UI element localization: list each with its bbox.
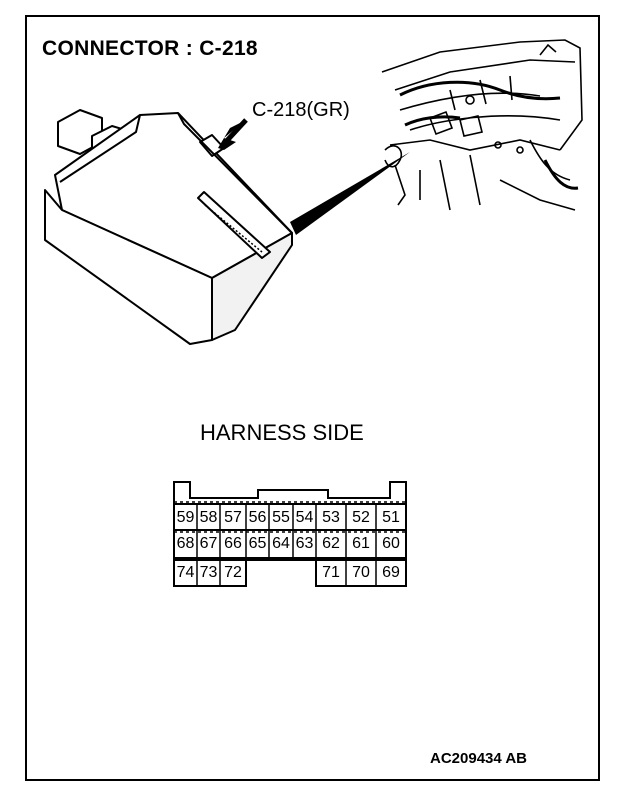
pin-label: 69 bbox=[382, 564, 400, 581]
dashboard-harness-sketch bbox=[382, 40, 582, 210]
pin-label: 61 bbox=[352, 535, 370, 552]
pin-label: 72 bbox=[224, 564, 242, 581]
harness-wires bbox=[400, 82, 578, 188]
figure-id: AC209434 AB bbox=[430, 750, 527, 767]
harness-side-label: HARNESS SIDE bbox=[200, 420, 364, 445]
pin-label: 70 bbox=[352, 564, 370, 581]
pin-label: 73 bbox=[199, 564, 218, 581]
pin-label: 65 bbox=[248, 535, 267, 552]
pin-label: 74 bbox=[176, 564, 195, 581]
pin-label: 62 bbox=[322, 535, 340, 552]
pointer-wedge bbox=[290, 152, 410, 235]
pin-label: 56 bbox=[248, 509, 267, 526]
pin-label: 52 bbox=[352, 509, 370, 526]
pin-label: 51 bbox=[382, 509, 400, 526]
control-unit-drawing bbox=[45, 110, 292, 344]
pin-label: 68 bbox=[176, 535, 195, 552]
connector-callout-label: C-218(GR) bbox=[252, 99, 350, 121]
pin-label: 54 bbox=[295, 509, 314, 526]
pin-label: 53 bbox=[322, 509, 340, 526]
pin-label: 66 bbox=[224, 535, 242, 552]
pin-label: 63 bbox=[295, 535, 314, 552]
pin-label: 57 bbox=[224, 509, 242, 526]
pin-label: 59 bbox=[176, 509, 195, 526]
pin-label: 64 bbox=[272, 535, 290, 552]
pin-label: 60 bbox=[382, 535, 400, 552]
pin-label: 67 bbox=[199, 535, 218, 552]
pin-label: 71 bbox=[322, 564, 340, 581]
pin-label: 55 bbox=[272, 509, 290, 526]
pin-label: 58 bbox=[199, 509, 218, 526]
connector-title: CONNECTOR : C-218 bbox=[42, 37, 258, 60]
